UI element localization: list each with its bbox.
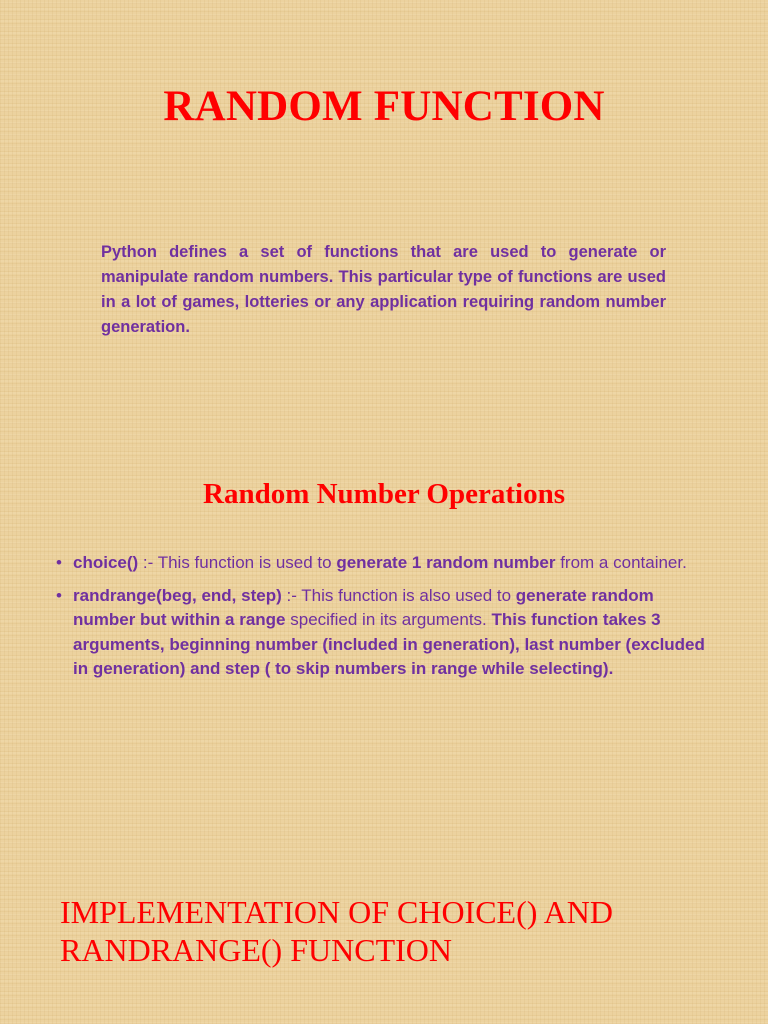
list-item-randrange	[56, 584, 716, 682]
description-bold: This function takes 3 arguments, beginning number (included in generation), last number (excluded in generation) and step ( to skip numbers in range while selecting).	[73, 610, 705, 678]
bullet-list	[56, 551, 716, 690]
page-title: RANDOM FUNCTION	[163, 83, 605, 130]
description-bold: generate random number but within a range	[73, 585, 654, 629]
implementation-heading	[60, 893, 740, 969]
implementation-heading-line1: IMPLEMENTATION OF CHOICE() AND	[60, 894, 613, 930]
section-heading: Random Number Operations	[203, 478, 565, 510]
description-bold: generate 1 random number	[336, 553, 556, 572]
implementation-heading-line2: RANDRANGE() FUNCTION	[60, 932, 452, 968]
separator: :-	[281, 585, 302, 605]
bullet-icon: •	[56, 553, 62, 572]
list-item-choice	[56, 551, 716, 576]
separator: :-	[138, 553, 158, 572]
description-text: specified in its arguments.	[285, 610, 492, 629]
bullet-icon: •	[56, 585, 62, 605]
function-name: choice()	[73, 553, 139, 572]
description-text: This function is also used to	[301, 585, 516, 605]
function-name: randrange(beg, end, step)	[73, 585, 282, 605]
description-text: This function is used to	[157, 553, 337, 572]
description-text: from a container.	[555, 553, 687, 572]
intro-paragraph: Python defines a set of functions that are used to generate or manipulate random numbers. This particular type of functions are used in a lot of games, lotteries or any application requiring random number generation.	[101, 243, 666, 336]
